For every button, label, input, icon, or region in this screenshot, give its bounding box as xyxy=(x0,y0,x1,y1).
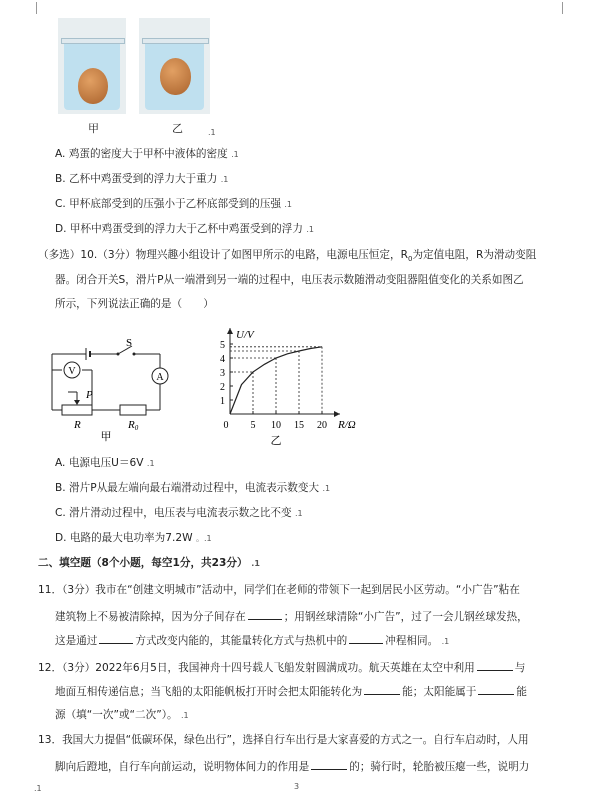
q12-blank-3[interactable] xyxy=(478,683,514,695)
q12-line3: 源（填“一次”或“二次”）。 .1 xyxy=(55,709,189,721)
para-mark: .1 xyxy=(208,128,216,137)
q9-option-b: B. 乙杯中鸡蛋受到的浮力大于重力 .1 xyxy=(55,173,229,185)
q10-stem-line2: 器。闭合开关S，滑片P从一端滑到另一端的过程中，电压表示数随滑动变阻器阻值变化的关系如图乙 xyxy=(55,274,524,286)
q11-line3: 这是通过 方式改变内能的，其能量转化方式与热机中的 冲程相同。 .1 xyxy=(55,632,449,649)
q10-stem-line1: （多选）10.（3分）物理兴趣小组设计了如图甲所示的电路，电源电压恒定，$R_0$为定值电阻，R为滑动变阻 xyxy=(38,249,537,264)
rheostat-label: R xyxy=(74,419,81,431)
figure1-label-b: 乙 xyxy=(172,122,183,135)
q12-blank-1[interactable] xyxy=(477,659,513,671)
x-tick-label: 5 xyxy=(250,420,256,431)
beaker-figure-a xyxy=(58,18,126,114)
resistor-r0-label: R0 xyxy=(128,419,139,432)
q9-option-a: A. 鸡蛋的密度大于甲杯中液体的密度 .1 xyxy=(55,148,239,160)
circuit-diagram xyxy=(40,336,190,442)
x-tick-label: 15 xyxy=(294,420,304,431)
chart-caption: 乙 xyxy=(270,434,282,446)
switch-label: S xyxy=(126,337,133,349)
q10-option-a: A. 电源电压U＝6V .1 xyxy=(55,457,155,469)
slider-arrow xyxy=(74,400,80,405)
q11-blank-3[interactable] xyxy=(349,632,383,644)
q12-blank-2[interactable] xyxy=(364,683,400,695)
y-tick-label: 5 xyxy=(220,340,225,351)
egg-b xyxy=(160,58,191,95)
ammeter-label: A xyxy=(156,372,164,383)
figure1-label-a: 甲 xyxy=(88,122,99,135)
q11-line1: 11．（3分）我市在“创建文明城市”活动中，同学们在老师的带领下一起到居民小区劳动。“小广告”粘在 xyxy=(38,584,520,596)
q11-line2: 建筑物上不易被清除掉，因为分子间存在 ；用钢丝球清除“小广告”，过了一会儿钢丝球发热， xyxy=(55,608,528,624)
q13-line2: 脚向后蹬地，自行车向前运动，说明物体间力的作用是 的；骑行时，轮胎被压瘪一些，说明力 xyxy=(55,758,529,774)
y-tick-label: 3 xyxy=(220,368,225,379)
x-axis-arrow xyxy=(334,411,340,417)
q10-option-b: B. 滑片P从最左端向最右端滑动过程中，电流表示数变大 .1 xyxy=(55,482,331,494)
crop-mark-top-right xyxy=(562,2,575,14)
q11-blank-2[interactable] xyxy=(99,632,133,644)
y-tick-label: 4 xyxy=(220,354,225,365)
footer-mark: .1 xyxy=(34,784,42,793)
q9-option-d: D. 甲杯中鸡蛋受到的浮力大于乙杯中鸡蛋受到的浮力 .1 xyxy=(55,223,314,235)
circuit-caption: 甲 xyxy=(100,430,112,442)
slider-label: P xyxy=(86,389,93,401)
egg-a xyxy=(78,68,108,104)
beaker-a-rim xyxy=(61,38,125,44)
y-axis-arrow xyxy=(227,328,233,334)
x-tick-label: 20 xyxy=(317,420,327,431)
voltmeter-label: V xyxy=(68,366,76,377)
crop-mark-top-left xyxy=(24,2,37,14)
q10-option-c: C. 滑片滑动过程中，电压表与电流表示数之比不变 .1 xyxy=(55,507,303,519)
x-axis-label: R/Ω xyxy=(338,419,356,431)
q13-line1: 13．我国大力提倡“低碳环保，绿色出行”，选择自行车出行是大家喜爱的方式之一。自行车启动时，人用 xyxy=(38,734,529,746)
voltage-resistance-chart xyxy=(208,318,368,446)
q13-blank-1[interactable] xyxy=(311,758,347,770)
x-tick-label: 0 xyxy=(223,420,229,431)
q12-line1: 12．（3分）2022年6月5日，我国神舟十四号载人飞船发射圆满成功。航天英雄在太空中利用 与 xyxy=(38,659,525,675)
y-tick-label: 1 xyxy=(220,396,225,407)
q10-stem-line3: 所示，下列说法正确的是（ ） xyxy=(55,298,214,310)
rheostat-r xyxy=(62,405,92,415)
q12-line2: 地面互相传递信息；当飞船的太阳能帆板打开时会把太阳能转化为 能；太阳能属于 能 xyxy=(55,683,527,699)
q11-blank-1[interactable] xyxy=(248,608,282,620)
q9-option-c: C. 甲杯底部受到的压强小于乙杯底部受到的压强 .1 xyxy=(55,198,293,210)
q10-option-d: D. 电路的最大电功率为7.2W 。.1 xyxy=(55,532,212,544)
beaker-b-rim xyxy=(142,38,209,44)
section2-title: 二、填空题（8个小题，每空1分，共23分） .1 xyxy=(38,557,260,569)
resistor-r0 xyxy=(120,405,146,415)
y-axis-label: U/V xyxy=(236,329,254,341)
x-tick-label: 10 xyxy=(271,420,281,431)
beaker-figure-b xyxy=(139,18,210,114)
y-tick-label: 2 xyxy=(220,382,225,393)
page-number: 3 xyxy=(294,782,300,791)
